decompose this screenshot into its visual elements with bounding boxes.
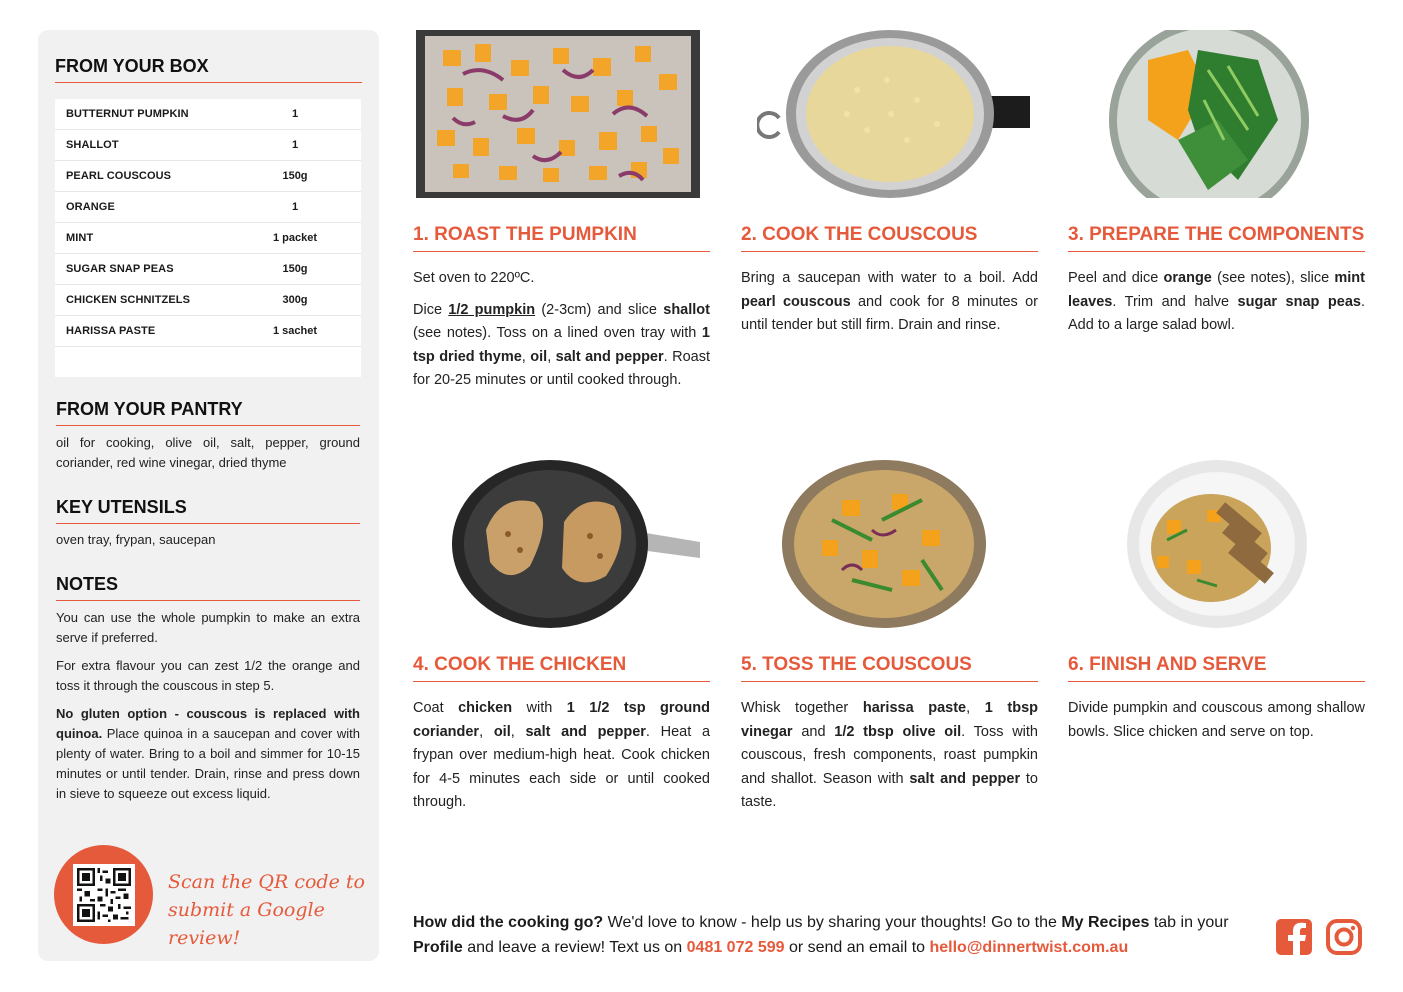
step-1-instructions [413,267,710,401]
ingredient-name: SHALLOT [66,139,119,151]
table-row [55,130,361,161]
text: and leave a review! Text us on [462,939,687,956]
ingredient: shallot [663,301,710,318]
box-ingredients-table [55,99,361,377]
from-your-box-heading: FROM YOUR BOX [55,56,362,83]
ingredient-qty: 1 [291,139,299,151]
couscous-photo [757,30,1032,198]
table-row [55,285,361,316]
profile-link[interactable]: Profile [413,939,463,956]
text: Whisk together [741,700,863,716]
ingredient-name: CHICKEN SCHNITZELS [66,294,191,306]
chicken-photo [450,460,702,628]
step-2-instructions [741,267,1038,346]
step-4-title: 4. COOK THE CHICKEN [413,654,710,682]
ingredient: pearl couscous [741,293,851,310]
ingredient: salt and pepper [909,770,1021,787]
text: , [510,723,526,740]
note-3 [56,704,360,804]
feedback-footer [413,910,1263,960]
ingredient: mint leaves [1068,270,1365,310]
my-recipes-link[interactable]: My Recipes [1061,914,1150,931]
email-link[interactable]: hello@dinnertwist.com.au [929,939,1129,956]
text: (2-3cm) and slice [535,301,664,318]
ingredient: 1 tbsp vinegar [741,700,1038,740]
step-1-p1: Set oven to 220ºC. [413,270,535,286]
key-utensils-heading: KEY UTENSILS [56,497,360,524]
step-3-title: 3. PREPARE THE COMPONENTS [1068,224,1365,252]
ingredient: oil [530,348,548,365]
step-4-instructions [413,697,710,823]
table-row [55,316,361,347]
qr-code-icon[interactable] [73,864,135,926]
note-3-text: Place quinoa in a saucepan and cover with plenty of water. Bring to a boil and simmer for 10-15 minutes or until tender. Drain, rinse and press down in sieve to squeeze out excess liquid. [56,726,360,801]
text: tab in your [1149,914,1229,931]
ingredient-qty: 150g [282,170,308,182]
text: and [792,723,835,740]
step-5-title: 5. TOSS THE COUSCOUS [741,654,1038,682]
ingredient: salt and pepper [555,348,664,365]
ingredient: sugar snap peas [1237,293,1361,310]
text: . Roast for 20-25 minutes or until cooked through. [413,348,711,388]
ingredients-sidebar [38,30,379,961]
text: or send an email to [784,939,930,956]
ingredient-name: MINT [66,232,94,244]
step-3-instructions [1068,267,1365,346]
ingredient-qty: 1 packet [272,232,318,244]
table-row [55,192,361,223]
text: Bring a saucepan with water to a boil. Add [741,270,1038,286]
qr-caption: Scan the QR code to submit a Google review! [168,871,365,949]
text: Dice [413,301,449,318]
note-3-bold: No gluten option - couscous is replaced with quinoa. [56,706,360,741]
step-6-title: 6. FINISH AND SERVE [1068,654,1365,682]
note-2: For extra flavour you can zest 1/2 the orange and toss it through the couscous in step 5. [56,658,360,693]
phone-link[interactable]: 0481 072 599 [686,939,785,956]
facebook-icon[interactable] [1276,919,1312,955]
text: We'd love to know - help us by sharing your thoughts! Go to the [603,914,1062,931]
components-photo [1108,30,1310,198]
table-row [55,254,361,285]
ingredient: orange [1163,270,1212,286]
text: and cook for 8 minutes or until tender but still firm. Drain and rinse. [741,293,1038,333]
step-2-title: 2. COOK THE COUSCOUS [741,224,1038,252]
utensils-list: oven tray, frypan, saucepan [56,532,216,547]
step-1-p2 [413,299,710,393]
pantry-list: oil for cooking, olive oil, salt, pepper, ground coriander, red wine vinegar, dried thyme [56,435,360,470]
ingredient: 1/2 tbsp olive oil [834,723,962,740]
step-6-text: Divide pumpkin and couscous among shallow bowls. Slice chicken and serve on top. [1068,700,1365,740]
ingredient-qty: 300g [282,294,308,306]
text: , [521,348,531,365]
ingredient-qty: 150g [282,263,308,275]
ingredient-qty: 1 [291,108,299,120]
ingredient-name: ORANGE [66,201,115,213]
from-your-pantry-heading: FROM YOUR PANTRY [56,399,360,426]
footer-question: How did the cooking go? [413,914,604,931]
text: . Heat a frypan over medium-high heat. Cook chicken for 4-5 minutes each side or until cooked through. [413,723,711,810]
notes-heading: NOTES [56,574,360,601]
ingredient-name: PEARL COUSCOUS [66,170,172,182]
text: . Toss with couscous, fresh components, roast pumpkin and shallot. Season with [741,723,1038,787]
ingredient: salt and pepper [525,723,646,740]
plated-dish-photo [1127,460,1307,628]
text: Peel and dice [1068,270,1164,286]
ingredient: harissa paste [862,700,967,716]
text: with [512,700,567,716]
roast-pumpkin-photo [413,30,703,198]
ingredient-name: HARISSA PASTE [66,325,156,337]
ingredient-qty: 1 sachet [272,325,318,337]
table-row [55,99,361,130]
table-row [55,223,361,254]
ingredient-qty: 1 [291,201,299,213]
text: Coat [413,700,459,716]
step-5-instructions [741,697,1038,823]
ingredient: 1 tsp dried thyme [413,325,710,365]
ingredient-name: BUTTERNUT PUMPKIN [66,108,189,120]
qr-code-badge[interactable] [54,845,153,944]
tossed-couscous-photo [782,460,986,628]
instagram-icon[interactable] [1326,919,1362,955]
note-1: You can use the whole pumpkin to make an extra serve if preferred. [56,610,360,645]
ingredient: 1 1/2 tsp ground coriander [413,700,710,740]
text: to taste. [741,770,1038,810]
ingredient: chicken [458,700,513,716]
ingredient-name: SUGAR SNAP PEAS [66,263,174,275]
text: . Add to a large salad bowl. [1068,293,1366,333]
table-row [55,161,361,192]
step-1-title: 1. ROAST THE PUMPKIN [413,224,710,252]
text: , [479,723,494,740]
text: (see notes), slice [1211,270,1335,286]
text: . Trim and halve [1112,293,1238,310]
text: , [547,348,556,365]
ingredient: oil [493,723,511,740]
ingredient: 1/2 pumpkin [448,301,536,318]
text: (see notes). Toss on a lined oven tray with [413,325,702,341]
step-6-instructions [1068,697,1365,752]
text: , [966,700,985,716]
